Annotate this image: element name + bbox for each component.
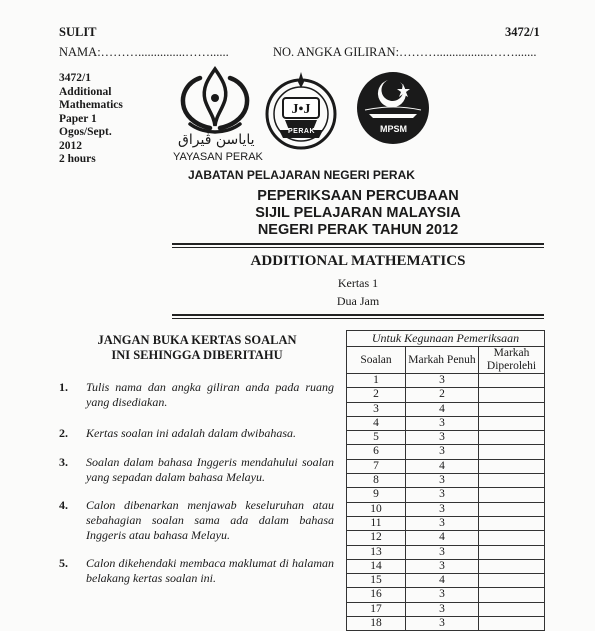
nama-field: NAMA:………...............……...... — [59, 45, 229, 59]
question-number-cell: 13 — [347, 545, 406, 559]
obtained-marks-cell — [479, 388, 545, 402]
exam-title-line: PEPERIKSAAN PERCUBAAN — [257, 188, 459, 204]
angka-giliran-field: NO. ANGKA GILIRAN:……….................……....... — [273, 45, 537, 59]
instruction-number: 2. — [59, 426, 68, 440]
table-row — [347, 474, 545, 488]
paper-info-line: 2012 — [59, 139, 82, 152]
question-number-cell: 11 — [347, 516, 406, 530]
obtained-marks-cell — [479, 459, 545, 473]
question-number-cell: 6 — [347, 445, 406, 459]
paper-info-line: Additional — [59, 85, 112, 98]
question-number-cell: 12 — [347, 531, 406, 545]
full-marks-cell: 3 — [406, 416, 479, 430]
full-marks-cell: 3 — [406, 516, 479, 530]
duration-label: Dua Jam — [336, 294, 380, 308]
exam-title-line: SIJIL PELAJARAN MALAYSIA — [255, 205, 461, 221]
full-marks-cell: 2 — [406, 388, 479, 402]
kertas-label: Kertas 1 — [337, 276, 379, 290]
question-number-cell: 17 — [347, 602, 406, 616]
full-marks-cell: 3 — [406, 474, 479, 488]
obtained-marks-cell — [479, 574, 545, 588]
question-number-cell: 10 — [347, 502, 406, 516]
subject-title: ADDITIONAL MATHEMATICS — [250, 253, 466, 269]
column-header-soalan: Soalan — [347, 347, 406, 374]
table-row — [347, 516, 545, 530]
jpn-perak-logo — [263, 68, 339, 152]
obtained-marks-cell — [479, 516, 545, 530]
obtained-marks-cell — [479, 588, 545, 602]
yayasan-perak-logo — [170, 64, 263, 164]
obtained-marks-cell — [479, 502, 545, 516]
full-marks-cell: 4 — [406, 459, 479, 473]
obtained-marks-cell — [479, 374, 545, 388]
svg-text:J•J: J•J — [291, 102, 311, 117]
full-marks-cell: 4 — [406, 574, 479, 588]
question-number-cell: 5 — [347, 431, 406, 445]
obtained-marks-cell — [479, 559, 545, 573]
instruction-number: 3. — [59, 455, 68, 469]
table-row — [347, 502, 545, 516]
instruction-text: Tulis nama dan angka giliran anda pada ruang yang disediakan. — [86, 380, 334, 409]
question-number-cell: 14 — [347, 559, 406, 573]
question-number-cell: 18 — [347, 617, 406, 631]
table-row — [347, 431, 545, 445]
obtained-marks-cell — [479, 431, 545, 445]
exam-title — [172, 188, 544, 239]
question-number-cell: 15 — [347, 574, 406, 588]
obtained-marks-cell — [479, 602, 545, 616]
mpsm-text: MPSM — [380, 124, 407, 134]
paper-info-line: 3472/1 — [59, 72, 91, 84]
table-row — [347, 602, 545, 616]
table-row — [347, 617, 545, 631]
instruction-number: 5. — [59, 556, 68, 570]
table-row — [347, 588, 545, 602]
question-number-cell: 3 — [347, 402, 406, 416]
table-row — [347, 531, 545, 545]
title-rule-top — [172, 243, 544, 245]
table-row — [347, 402, 545, 416]
full-marks-cell: 3 — [406, 545, 479, 559]
full-marks-cell: 4 — [406, 402, 479, 416]
paper-info-line: Ogos/Sept. — [59, 126, 112, 138]
obtained-marks-cell — [479, 474, 545, 488]
title-rule-bottom — [172, 314, 544, 316]
question-number-cell: 2 — [347, 388, 406, 402]
full-marks-cell: 3 — [406, 374, 479, 388]
mpsm-crest-icon — [355, 70, 431, 146]
instruction-text: Calon dikehendaki membaca maklumat di halaman belakang kertas soalan ini. — [86, 556, 334, 585]
warning-text — [72, 333, 322, 362]
instruction-number: 4. — [59, 498, 68, 512]
full-marks-cell: 3 — [406, 617, 479, 631]
title-rule-bottom-thin — [172, 318, 544, 319]
table-caption: Untuk Kegunaan Pemeriksaan — [347, 331, 545, 347]
yayasan-label: YAYASAN PERAK — [173, 151, 263, 163]
table-row — [347, 574, 545, 588]
question-number-cell: 16 — [347, 588, 406, 602]
instruction-item — [59, 556, 334, 586]
full-marks-cell: 3 — [406, 488, 479, 502]
obtained-marks-cell — [479, 488, 545, 502]
paper-info-line: Mathematics — [59, 99, 123, 111]
table-row — [347, 374, 545, 388]
question-number-cell: 9 — [347, 488, 406, 502]
column-header-markah-diperolehi: Markah Diperolehi — [479, 347, 545, 374]
instruction-item — [59, 498, 334, 543]
question-number-cell: 1 — [347, 374, 406, 388]
table-row — [347, 388, 545, 402]
instruction-item — [59, 455, 334, 485]
full-marks-cell: 3 — [406, 431, 479, 445]
obtained-marks-cell — [479, 617, 545, 631]
obtained-marks-cell — [479, 416, 545, 430]
table-row — [347, 445, 545, 459]
question-number-cell: 7 — [347, 459, 406, 473]
obtained-marks-cell — [479, 402, 545, 416]
table-row — [347, 545, 545, 559]
full-marks-cell: 3 — [406, 602, 479, 616]
paper-info-line: Paper 1 — [59, 112, 97, 125]
paper-info — [59, 72, 123, 167]
full-marks-cell: 3 — [406, 445, 479, 459]
obtained-marks-cell — [479, 545, 545, 559]
question-number-cell: 4 — [347, 416, 406, 430]
table-row — [347, 416, 545, 430]
instruction-item — [59, 426, 334, 441]
exam-title-line: NEGERI PERAK TAHUN 2012 — [257, 222, 459, 238]
question-number-cell: 8 — [347, 474, 406, 488]
instruction-text: Kertas soalan ini adalah dalam dwibahasa. — [86, 426, 297, 440]
paper-info-line: 2 hours — [59, 153, 96, 165]
full-marks-cell: 3 — [406, 559, 479, 573]
examiner-marks-table — [346, 330, 545, 631]
yayasan-emblem-icon — [170, 64, 260, 136]
sulit-label: SULIT — [59, 25, 97, 39]
instruction-item — [59, 380, 334, 410]
table-row — [347, 559, 545, 573]
jpn-crest-icon — [263, 68, 339, 152]
title-rule-top-thin — [172, 247, 544, 248]
instruction-text: Soalan dalam bahasa Inggeris mendahului soalan yang sepadan dalam bahasa Melayu. — [86, 455, 334, 484]
table-row — [347, 488, 545, 502]
full-marks-cell: 4 — [406, 531, 479, 545]
instruction-number: 1. — [59, 380, 68, 394]
mpsm-logo — [355, 70, 431, 146]
yayasan-arabic-text: ياياسن ڤيراق — [178, 132, 255, 148]
warning-line: JANGAN BUKA KERTAS SOALAN — [97, 333, 297, 347]
paper-code: 3472/1 — [505, 25, 540, 39]
jpn-banner-text: PERAK — [288, 128, 316, 135]
column-header-markah-penuh: Markah Penuh — [406, 347, 479, 374]
obtained-marks-cell — [479, 531, 545, 545]
obtained-marks-cell — [479, 445, 545, 459]
full-marks-cell: 3 — [406, 502, 479, 516]
instruction-text: Calon dibenarkan menjawab keseluruhan atau sebahagian soalan sama ada dalam bahasa Inggeris atau bahasa Melayu. — [86, 498, 334, 542]
department-title: JABATAN PELAJARAN NEGERI PERAK — [188, 168, 415, 182]
full-marks-cell: 3 — [406, 588, 479, 602]
warning-line: INI SEHINGGA DIBERITAHU — [111, 347, 283, 362]
table-row — [347, 459, 545, 473]
